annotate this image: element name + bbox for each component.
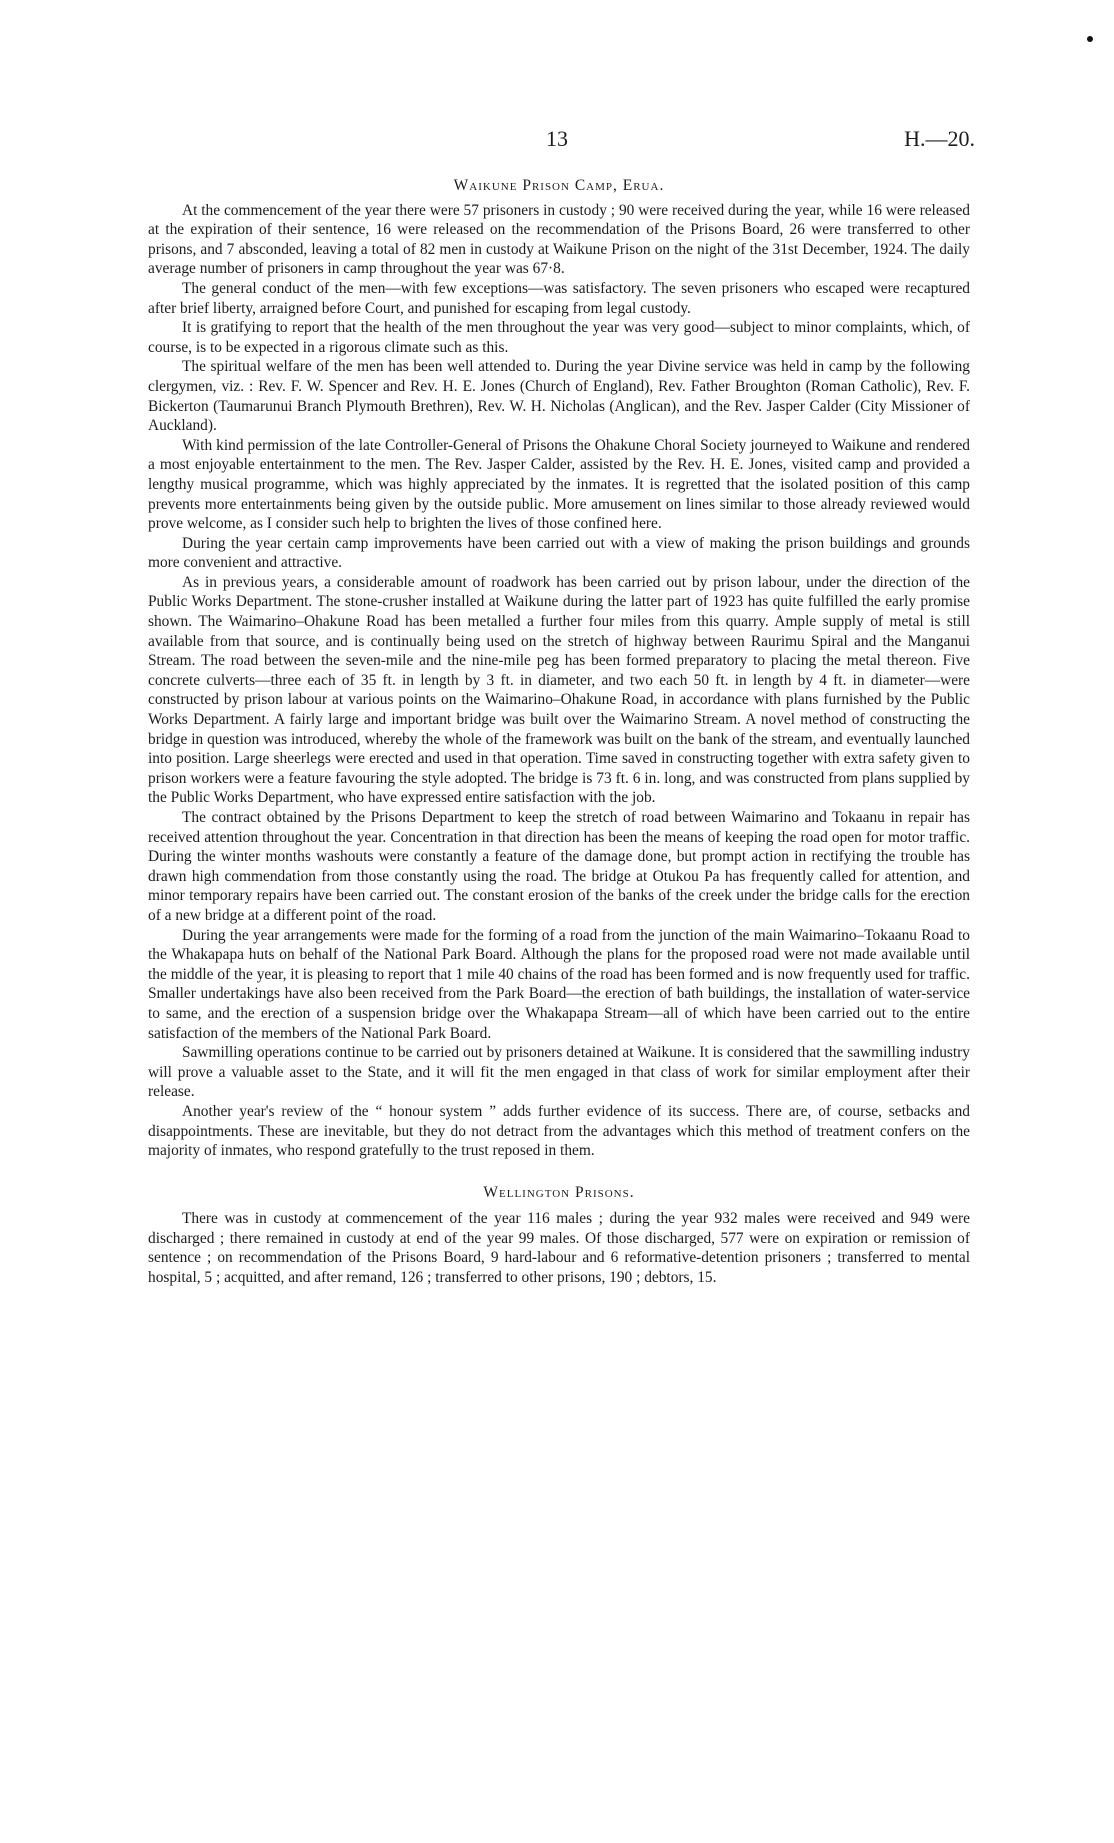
document-reference: H.—20. [904, 126, 975, 151]
paragraph: It is gratifying to report that the health of the men throughout the year was very good—subject to minor complaints, which, of course, is to be expected in a rigorous climate such as this. [148, 319, 970, 356]
section-title: Wellington Prisons. [483, 1183, 635, 1201]
document-body [148, 176, 970, 1288]
paragraph: Sawmilling operations continue to be carried out by prisoners detained at Waikune. It is considered that the sawmilling industry will prove a valuable asset to the State, and it will fit the men engaged in that class of work for similar employment after their release. [148, 1044, 970, 1101]
paragraph: The spiritual welfare of the men has been well attended to. During the year Divine service was held in camp by the following clergymen, viz. : Rev. F. W. Spencer and Rev. H. E. Jones (Church of England), Rev. Father Broughton (Roman Catholic), Rev. F. Bickerton (Taumarunui Branch Plymouth Brethren), Rev. W. H. Nicholas (Anglican), and the Rev. Jasper Calder (City Missioner of Auckland). [148, 358, 970, 435]
ink-dot [1087, 36, 1093, 42]
page-number: 13 [546, 126, 568, 151]
paragraph: During the year certain camp improvements have been carried out with a view of making the prison buildings and grounds more convenient and attractive. [148, 534, 970, 572]
paragraph: With kind permission of the late Controller-General of Prisons the Ohakune Choral Society journeyed to Waikune and rendered a most enjoyable entertainment to the men. The Rev. Jasper Calder, assisted by the Rev. H. E. Jones, visited camp and provided a lengthy musical programme, which was highly appreciated by the inmates. It is regretted that the isolated position of this camp prevents more entertainments being given by the outside public. More amusement on lines similar to those already reviewed would prove welcome, as I consider such help to brighten the lives of those confined here. [148, 436, 970, 533]
section-title: Waikune Prison Camp, Erua. [453, 177, 665, 194]
paragraph: There was in custody at commencement of the year 116 males ; during the year 932 males were received and 949 were discharged ; there remained in custody at end of the year 99 males. Of those discharged, 577 were on expiration or remission of sentence ; on recommendation of the Prisons Board, 9 hard-labour and 6 reformative-detention prisoners ; transferred to mental hospital, 5 ; acquitted, and after remand, 126 ; transferred to other prisons, 190 ; debtors, 15. [148, 1210, 970, 1287]
paragraph: At the commencement of the year there were 57 prisoners in custody ; 90 were received during the year, while 16 were released at the expiration of their sentence, 16 were released on the recommendation of the Prisons Board, 26 were transferred to other prisons, and 7 absconded, leaving a total of 82 men in custody at Waikune Prison on the night of the 31st December, 1924. The daily average number of prisoners in camp throughout the year was 67·8. [148, 201, 970, 278]
paragraph: As in previous years, a considerable amount of roadwork has been carried out by prison labour, under the direction of the Public Works Department. The stone-crusher installed at Waikune during the latter part of 1923 has quite fulfilled the early promise shown. The Waimarino–Ohakune Road has been metalled a further four miles from this quarry. Ample supply of metal is still available from that source, and is continually being used on the stretch of highway between Raurimu Spiral and the Manganui Stream. The road between the seven-mile and the nine-mile peg has been formed preparatory to placing the metal thereon. Five concrete culverts—three each of 35 ft. in length by 3 ft. in diameter, and two each 50 ft. in length by 4 ft. in diameter—were constructed by prison labour at various points on the Waimarino–Ohakune Road, in accordance with plans furnished by the Public Works Department. A fairly large and important bridge was built over the Waimarino Stream. A novel method of constructing the bridge in question was introduced, whereby the whole of the framework was built on the bank of the stream, and eventually launched into position. Large sheerlegs were erected and used in that operation. Time saved in constructing together with extra safety given to prison workers were a feature favouring the style adopted. The bridge is 73 ft. 6 in. long, and was constructed from plans supplied by the Public Works Department, who have expressed entire satisfaction with the job. [148, 573, 970, 807]
paragraph: Another year's review of the “ honour system ” adds further evidence of its success. There are, of course, setbacks and disappointments. These are inevitable, but they do not detract from the advantages which this method of treatment confers on the majority of inmates, who respond gratefully to the trust reposed in them. [148, 1102, 970, 1160]
paragraph: During the year arrangements were made for the forming of a road from the junction of the main Waimarino–Tokaanu Road to the Whakapapa huts on behalf of the National Park Board. Although the plans for the proposed road were not made available until the middle of the year, it is pleasing to report that 1 mile 40 chains of the road has been formed and is now frequently used for traffic. Smaller undertakings have also been received from the Park Board—the erection of bath buildings, the installation of water-service to same, and the erection of a suspension bridge over the Whakapapa Stream—all of which have been carried out to the entire satisfaction of the members of the National Park Board. [148, 926, 970, 1042]
paragraph: The contract obtained by the Prisons Department to keep the stretch of road between Waimarino and Tokaanu in repair has received attention throughout the year. Concentration in that direction has been the means of keeping the road open for motor traffic. During the winter months washouts were constantly a feature of the damage done, but prompt action in rectifying the trouble has drawn high commendation from those constantly using the road. The bridge at Otukou Pa has frequently called for attention, and minor temporary repairs have been carried out. The constant erosion of the banks of the creek under the bridge calls for the erection of a new bridge at a different point of the road. [148, 809, 970, 924]
page-header [0, 126, 1114, 156]
section-wellington [148, 1183, 970, 1288]
section-waikune [148, 176, 970, 1161]
paragraph: The general conduct of the men—with few exceptions—was satisfactory. The seven prisoners who escaped were recaptured after brief liberty, arraigned before Court, and punished for escaping from legal custody. [148, 279, 970, 317]
